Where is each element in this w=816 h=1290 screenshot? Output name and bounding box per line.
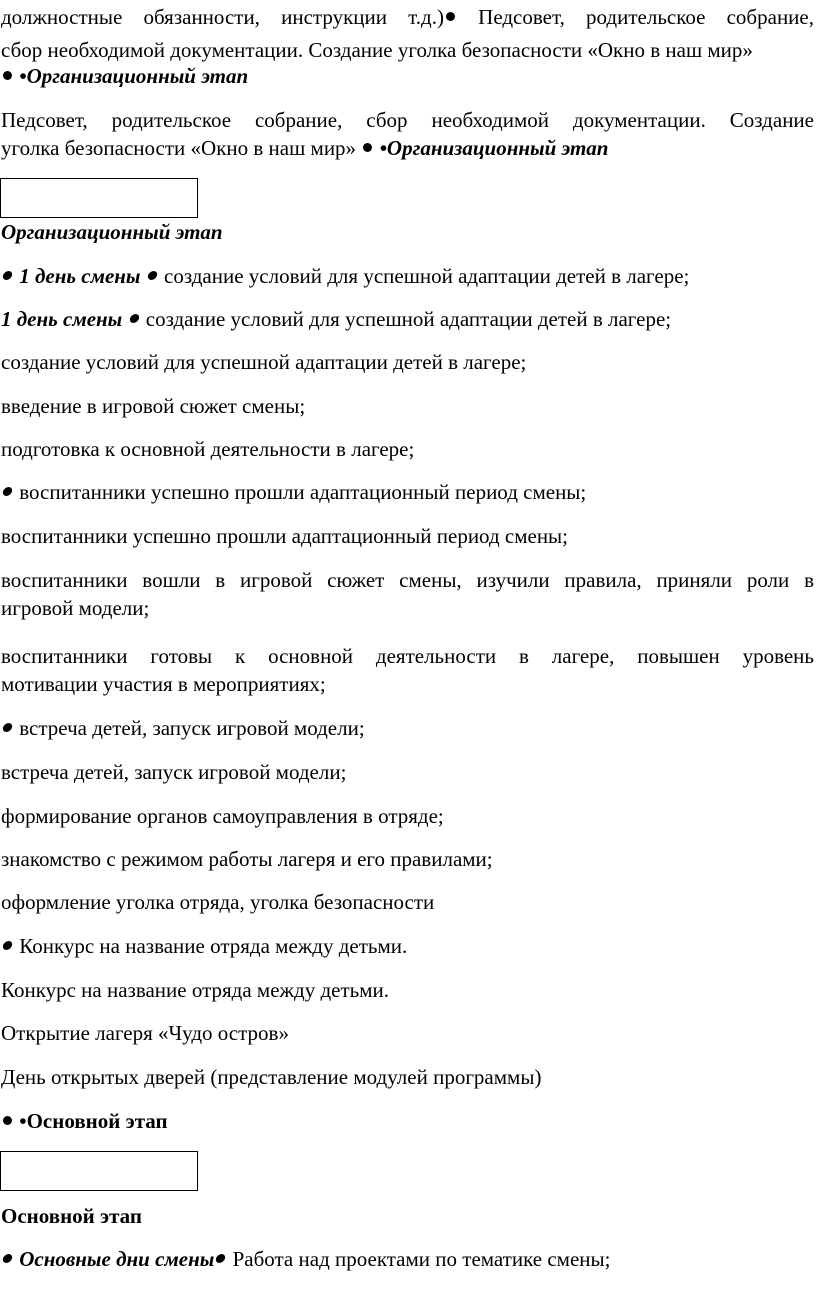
section-heading: Организационный этап <box>1 220 223 244</box>
text-fragment: встреча детей, запуск игровой модели; <box>19 716 365 740</box>
section-heading: Основной этап <box>1 1204 142 1228</box>
text-line: формирование органов самоуправления в отряде; <box>1 804 444 828</box>
text-line: оформление уголка отряда, уголка безопасности <box>1 890 435 914</box>
day-label: 1 день смены <box>1 307 123 331</box>
text-line <box>0 714 816 742</box>
text-line: воспитанники готовы к основной деятельности в лагере, повышен уровень <box>1 644 814 668</box>
text-fragment: Педсовет, родительское собрание, <box>478 5 814 29</box>
bullet-icon <box>2 487 13 496</box>
bullet-icon <box>2 1254 13 1263</box>
text-line <box>0 1107 816 1135</box>
text-line <box>0 262 816 290</box>
text-line: игровой модели; <box>1 596 150 620</box>
text-fragment: создание условий для успешной адаптации детей в лагере; <box>145 307 672 331</box>
text-line: Педсовет, родительское собрание, сбор необходимой документации. Создание <box>1 108 814 132</box>
bullet-icon <box>128 314 139 323</box>
text-line: мотивации участия в мероприятиях; <box>1 672 326 696</box>
day-label: Основные дни смены <box>19 1247 215 1271</box>
text-fragment: уголка безопасности «Окно в наш мир» <box>1 136 357 160</box>
text-line: Открытие лагеря «Чудо остров» <box>1 1021 289 1045</box>
empty-frame <box>0 178 198 218</box>
empty-frame <box>0 1151 198 1191</box>
day-label: 1 день смены <box>19 264 141 288</box>
text-line <box>0 305 816 333</box>
bullet-icon <box>2 941 13 950</box>
text-line: воспитанники вошли в игровой сюжет смены, изучили правила, приняли роли в <box>1 568 814 592</box>
bullet-icon <box>3 71 12 80</box>
text-line <box>0 3 816 31</box>
text-line <box>0 134 816 162</box>
stage-heading: •Основной этап <box>19 1109 168 1133</box>
stage-heading: •Организационный этап <box>379 136 609 160</box>
bullet-icon <box>2 271 13 280</box>
text-fragment: создание условий для успешной адаптации детей в лагере; <box>164 264 690 288</box>
bullet-icon <box>215 1254 226 1263</box>
text-line: подготовка к основной деятельности в лагере; <box>1 437 415 461</box>
text-line: воспитанники успешно прошли адаптационный период смены; <box>1 524 568 548</box>
text-line <box>0 478 816 506</box>
stage-heading: •Организационный этап <box>19 64 249 88</box>
text-fragment: Конкурс на название отряда между детьми. <box>19 934 408 958</box>
text-fragment: воспитанники успешно прошли адаптационный период смены; <box>19 480 587 504</box>
bullet-icon <box>363 143 372 152</box>
text-fragment: должностные обязанности, инструкции т.д.) <box>1 5 444 29</box>
text-fragment: Работа над проектами по тематике смены; <box>232 1247 611 1271</box>
text-line: встреча детей, запуск игровой модели; <box>1 760 347 784</box>
text-line: введение в игровой сюжет смены; <box>1 394 306 418</box>
text-line <box>0 932 816 960</box>
bullet-icon <box>147 271 158 280</box>
text-line: создание условий для успешной адаптации детей в лагере; <box>1 350 527 374</box>
text-line: Конкурс на название отряда между детьми. <box>1 978 390 1002</box>
text-line: День открытых дверей (представление модулей программы) <box>1 1065 542 1089</box>
text-line <box>0 1245 816 1273</box>
bullet-icon <box>2 723 13 732</box>
bullet-icon <box>446 12 455 21</box>
text-line: сбор необходимой документации. Создание уголка безопасности «Окно в наш мир» <box>1 38 753 62</box>
bullet-icon <box>3 1116 12 1125</box>
text-line <box>0 62 816 90</box>
text-line: знакомство с режимом работы лагеря и его правилами; <box>1 847 493 871</box>
